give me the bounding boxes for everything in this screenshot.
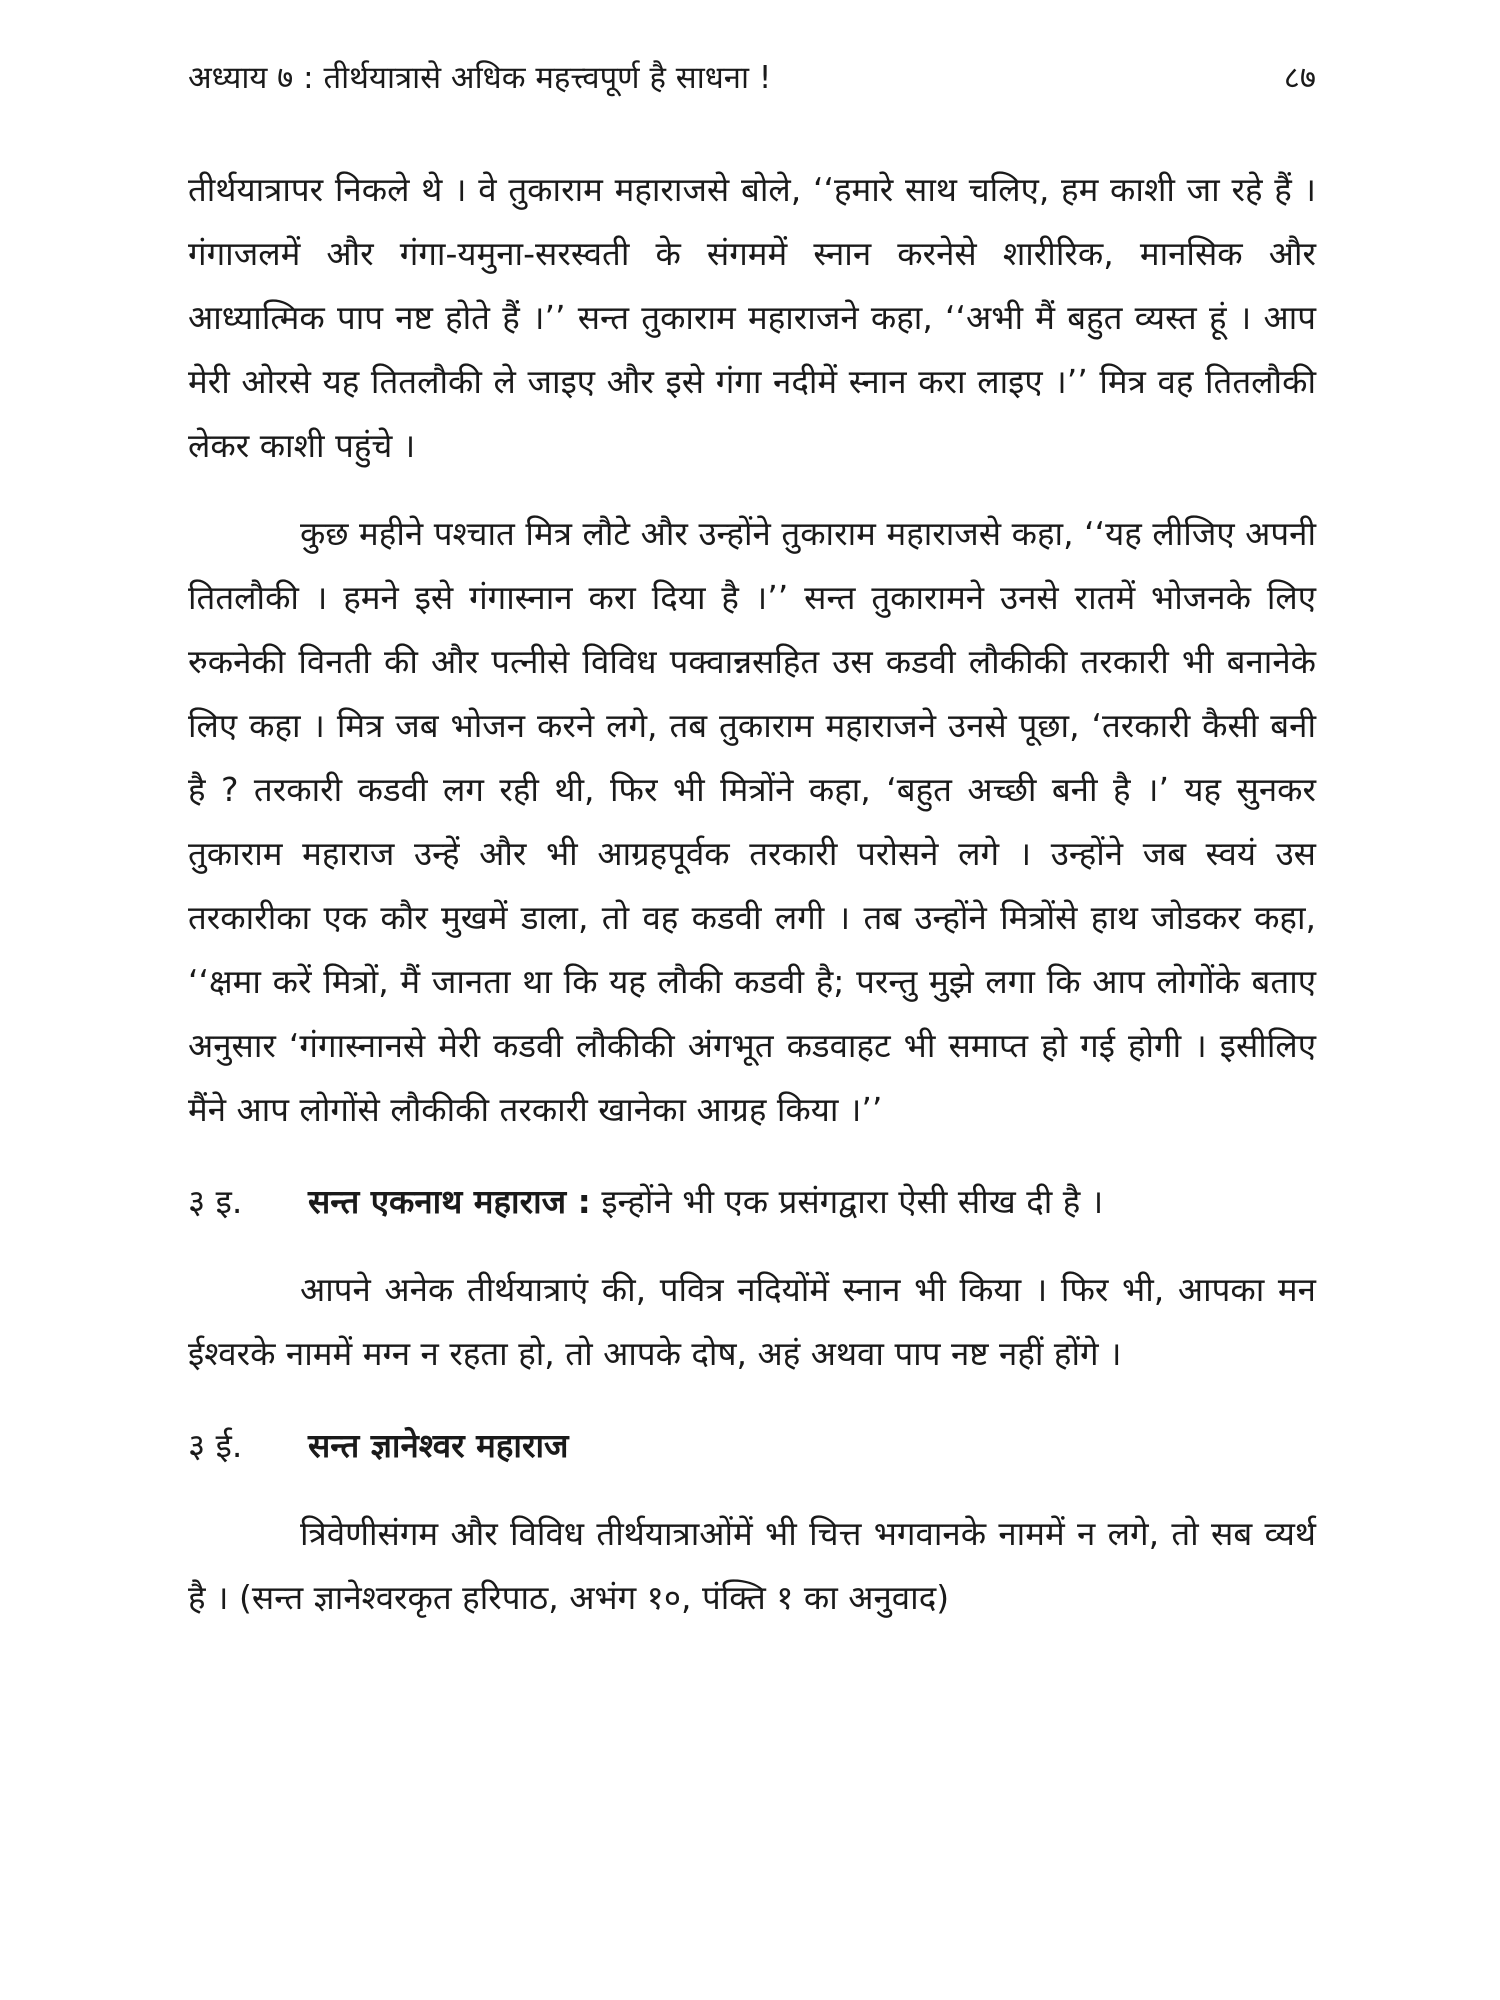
book-page	[188, 50, 1316, 1630]
section-heading-eknath	[188, 1170, 1316, 1234]
page-number: ८७	[1283, 60, 1316, 96]
chapter-title: अध्याय ७ : तीर्थयात्रासे अधिक महत्त्वपूर्ण है साधना !	[188, 60, 772, 96]
section-title: सन्त एकनाथ महाराज :	[308, 1182, 591, 1221]
paragraph-tukaram-story: कुछ महीने पश्चात मित्र लौटे और उन्होंने तुकाराम महाराजसे कहा, ‘‘यह लीजिए अपनी तितलौकी । हमने इसे गंगास्नान करा दिया है ।’’ सन्त तुकारामने उनसे रातमें भोजनके लिए रुकनेकी विनती की और पत्नीसे विविध पक्वान्नसहित उस कडवी लौकीकी तरकारी भी बनानेके लिए कहा । मित्र जब भोजन करने लगे, तब तुकाराम महाराजने उनसे पूछा, ‘तरकारी कैसी बनी है ? तरकारी कडवी लग रही थी, फिर भी मित्रोंने कहा, ‘बहुत अच्छी बनी है ।’ यह सुनकर तुकाराम महाराज उन्हें और भी आग्रहपूर्वक तरकारी परोसने लगे । उन्होंने जब स्वयं उस तरकारीका एक कौर मुखमें डाला, तो वह कडवी लगी । तब उन्होंने मित्रोंसे हाथ जोडकर कहा, ‘‘क्षमा करें मित्रों, मैं जानता था कि यह लौकी कडवी है; परन्तु मुझे लगा कि आप लोगोंके बताए अनुसार ‘गंगास्नानसे मेरी कडवी लौकीकी अंगभूत कडवाहट भी समाप्त हो गई होगी । इसीलिए मैंने आप लोगोंसे लौकीकी तरकारी खानेका आग्रह किया ।’’	[188, 514, 1316, 1129]
section-number: ३ ई.	[188, 1426, 243, 1465]
section-lead-text: इन्होंने भी एक प्रसंगद्वारा ऐसी सीख दी है ।	[590, 1182, 1104, 1221]
running-header	[188, 50, 1316, 106]
paragraph-tukaram-intro: तीर्थयात्रापर निकले थे । वे तुकाराम महाराजसे बोले, ‘‘हमारे साथ चलिए, हम काशी जा रहे हैं । गंगाजलमें और गंगा-यमुना-सरस्वती के संगममें स्नान करनेसे शारीरिक, मानसिक और आध्यात्मिक पाप नष्ट होते हैं ।’’ सन्त तुकाराम महाराजने कहा, ‘‘अभी मैं बहुत व्यस्त हूं । आप मेरी ओरसे यह तितलौकी ले जाइए और इसे गंगा नदीमें स्नान करा लाइए ।’’ मित्र वह तितलौकी लेकर काशी पहुंचे ।	[188, 170, 1316, 465]
paragraph-eknath-teaching: आपने अनेक तीर्थयात्राएं की, पवित्र नदियोंमें स्नान भी किया । फिर भी, आपका मन ईश्‍वरके नाममें मग्न न रहता हो, तो आपके दोष, अहं अथवा पाप नष्ट नहीं होंगे ।	[188, 1270, 1316, 1373]
section-number: ३ इ.	[188, 1182, 243, 1221]
section-title: सन्त ज्ञानेश्‍वर महाराज	[308, 1426, 569, 1465]
paragraph-dnyaneshwar-teaching: त्रिवेणीसंगम और विविध तीर्थयात्राओंमें भी चित्त भगवानके नाममें न लगे, तो सब व्यर्थ है । (सन्त ज्ञानेश्‍वरकृत हरिपाठ, अभंग १०, पंक्ति १ का अनुवाद)	[188, 1514, 1316, 1617]
section-heading-dnyaneshwar	[188, 1414, 1316, 1478]
